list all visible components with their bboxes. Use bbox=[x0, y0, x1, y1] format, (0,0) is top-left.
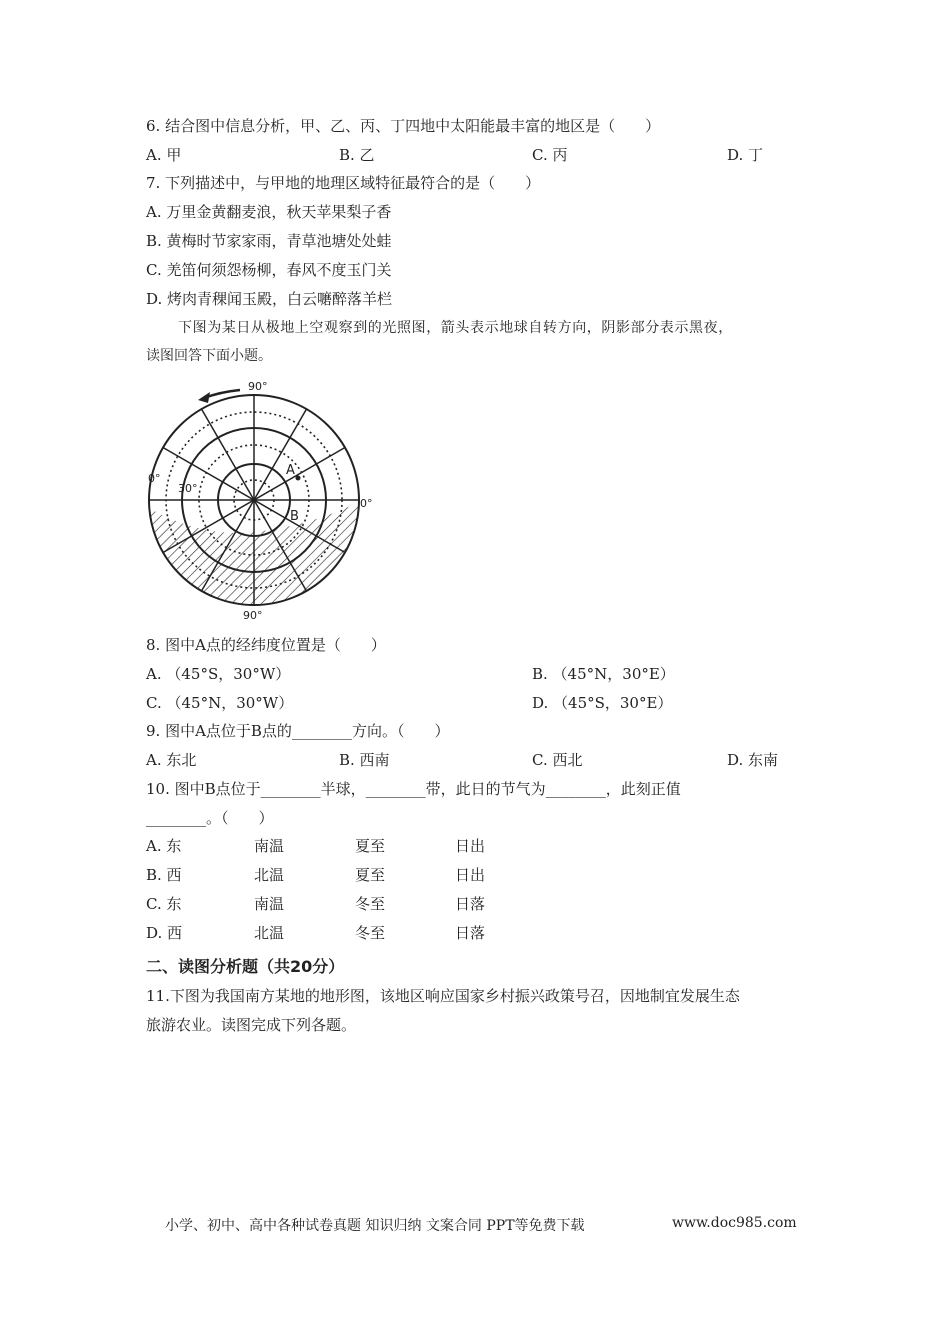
q10-option-d-col3: 冬至 bbox=[355, 924, 386, 942]
polar-illumination-figure bbox=[140, 378, 380, 623]
q9-option-d: D. 东南 bbox=[727, 751, 779, 769]
q6-option-c: C. 丙 bbox=[532, 146, 568, 164]
q6-stem: 6. 结合图中信息分析，甲、乙、丙、丁四地中太阳能最丰富的地区是（ ） bbox=[146, 117, 661, 135]
q11-line1: 11.下图为我国南方某地的地形图，该地区响应国家乡村振兴政策号召，因地制宜发展生态 bbox=[146, 987, 740, 1005]
q8-option-a: A. （45°S，30°W） bbox=[146, 665, 291, 683]
label-point-b: B bbox=[290, 509, 299, 524]
q10-option-d-col2: 北温 bbox=[254, 924, 285, 942]
section-2-title: 二、读图分析题（共20分） bbox=[146, 957, 345, 976]
q10-option-c-col4: 日落 bbox=[455, 895, 486, 913]
q7-option-d: D. 烤肉青稞闻玉殿，白云嚰醉落羊栏 bbox=[146, 290, 393, 308]
q10-option-b-col1: B. 西 bbox=[146, 866, 182, 884]
q10-stem-line2 bbox=[146, 808, 274, 828]
q10-option-b-col4: 日出 bbox=[455, 866, 486, 884]
point-a-marker bbox=[296, 476, 301, 481]
q9-blank: ________ bbox=[291, 722, 352, 740]
q7-option-b: B. 黄梅时节家家雨，青草池塘处处蛙 bbox=[146, 232, 392, 250]
q8-option-c: C. （45°N，30°W） bbox=[146, 694, 294, 712]
q9-option-c: C. 西北 bbox=[532, 751, 583, 769]
label-lat-30: 30° bbox=[178, 482, 198, 495]
label-top-90: 90° bbox=[248, 380, 268, 393]
q10-option-d-col4: 日落 bbox=[455, 924, 486, 942]
night-shading bbox=[145, 502, 359, 618]
q10-blank-3: ________ bbox=[545, 780, 606, 798]
label-bottom-90: 90° bbox=[243, 609, 263, 622]
q10-option-d-col1: D. 西 bbox=[146, 924, 183, 942]
q10-part1: 10. 图中B点位于 bbox=[146, 780, 261, 798]
q10-option-c-col3: 冬至 bbox=[355, 895, 386, 913]
figure-intro-line2: 读图回答下面小题。 bbox=[146, 348, 272, 364]
q10-part2: 半球， bbox=[320, 780, 366, 798]
q10-option-a-col3: 夏至 bbox=[355, 837, 386, 855]
q11-line2: 旅游农业。读图完成下列各题。 bbox=[146, 1016, 357, 1034]
q6-option-a: A. 甲 bbox=[146, 146, 182, 164]
q9-stem-start: 9. 图中A点位于B点的 bbox=[146, 722, 292, 740]
q10-option-c-col1: C. 东 bbox=[146, 895, 182, 913]
q10-part5: 。（ ） bbox=[206, 809, 274, 827]
footer-text: 小学、初中、高中各种试卷真题 知识归纳 文案合同 PPT等免费下载 bbox=[165, 1218, 585, 1234]
q8-stem: 8. 图中A点的经纬度位置是（ ） bbox=[146, 636, 386, 654]
q10-blank-4: ________ bbox=[146, 809, 206, 827]
q9-stem bbox=[146, 721, 449, 741]
q9-option-a: A. 东北 bbox=[146, 751, 197, 769]
q10-blank-1: ________ bbox=[260, 780, 321, 798]
q6-option-b: B. 乙 bbox=[339, 146, 375, 164]
footer-url[interactable]: www.doc985.com bbox=[672, 1215, 797, 1231]
q10-option-b-col2: 北温 bbox=[254, 866, 285, 884]
q7-option-c: C. 羌笛何须怨杨柳，春风不度玉门关 bbox=[146, 261, 392, 279]
q9-option-b: B. 西南 bbox=[339, 751, 390, 769]
q10-option-a-col2: 南温 bbox=[254, 837, 285, 855]
figure-intro-line1: 下图为某日从极地上空观察到的光照图，箭头表示地球自转方向，阴影部分表示黑夜， bbox=[178, 320, 733, 336]
q10-part3: 带，此日的节气为 bbox=[425, 780, 546, 798]
q8-option-b: B. （45°N，30°E） bbox=[532, 665, 675, 683]
label-right-0: 0° bbox=[360, 497, 373, 510]
label-point-a: A bbox=[286, 463, 295, 478]
q7-option-a: A. 万里金黄翻麦浪，秋天苹果梨子香 bbox=[146, 203, 392, 221]
q8-option-d: D. （45°S，30°E） bbox=[532, 694, 673, 712]
q6-option-d: D. 丁 bbox=[727, 146, 764, 164]
q10-stem-line1 bbox=[146, 779, 681, 799]
q10-option-a-col1: A. 东 bbox=[146, 837, 182, 855]
q7-stem: 7. 下列描述中，与甲地的地理区域特征最符合的是（ ） bbox=[146, 174, 541, 192]
label-left-0: 0° bbox=[148, 472, 161, 485]
q10-blank-2: ________ bbox=[365, 780, 426, 798]
q10-option-b-col3: 夏至 bbox=[355, 866, 386, 884]
q10-option-c-col2: 南温 bbox=[254, 895, 285, 913]
q10-part4: ，此刻正值 bbox=[605, 780, 681, 798]
q9-stem-end: 方向。（ ） bbox=[351, 722, 450, 740]
q10-option-a-col4: 日出 bbox=[455, 837, 486, 855]
